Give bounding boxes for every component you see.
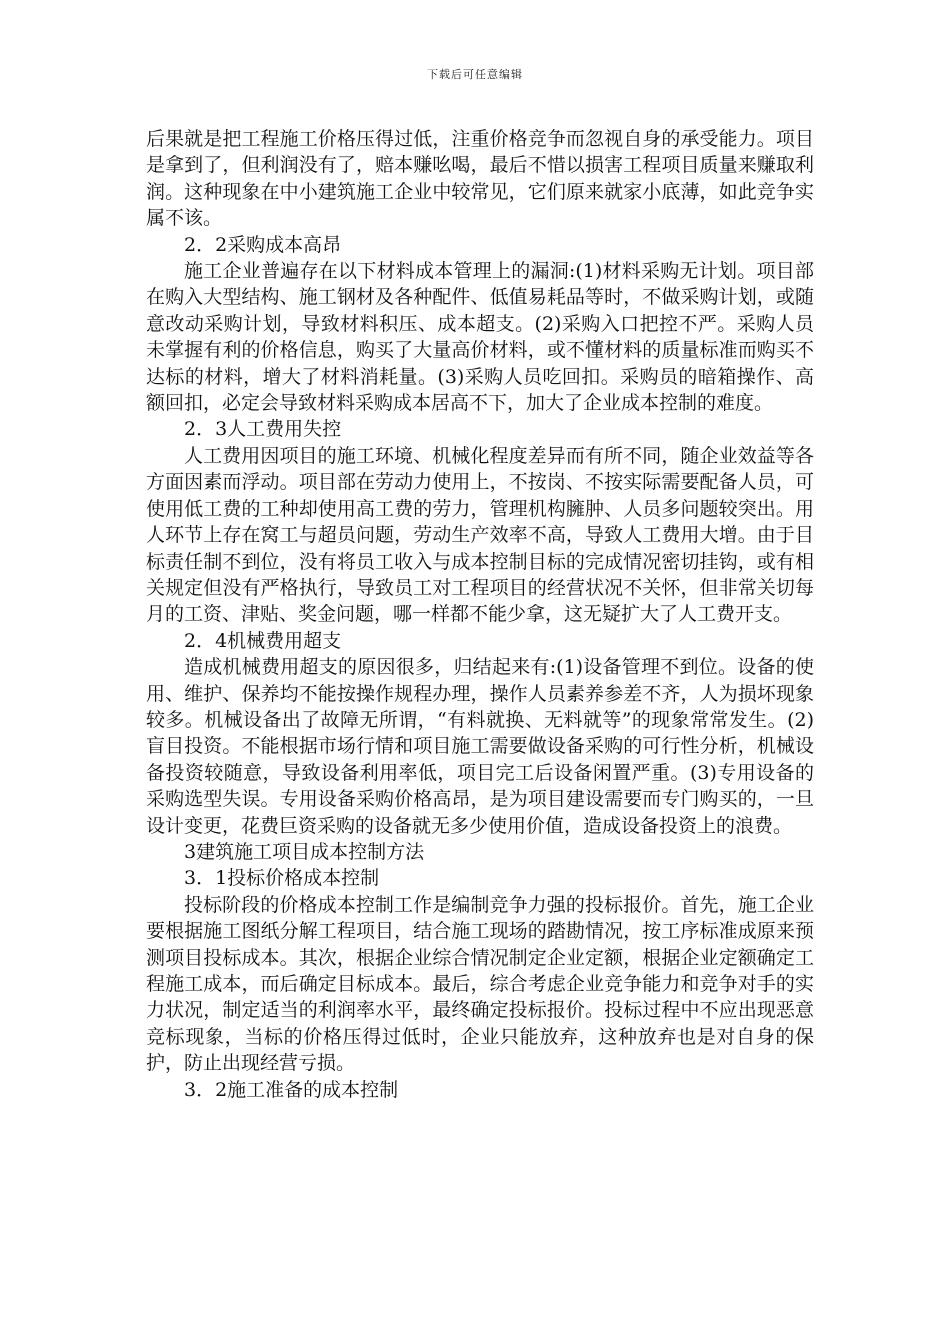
paragraph-continuation: 后果就是把工程施工价格压得过低，注重价格竞争而忽视自身的承受能力。项目是拿到了，但利润没有了，赔本赚吆喝，最后不惜以损害工程项目质量来赚取利润。这种现象在中小建筑施工企业中较常见，它们原来就家小底薄，如此竞争实属不该。 (146, 128, 814, 230)
section-heading-3-2: 3．2施工准备的成本控制 (184, 1078, 399, 1101)
section-heading-3-1: 3．1投标价格成本控制 (184, 867, 380, 890)
section-heading-2-2: 2．2采购成本高昂 (184, 233, 342, 256)
section-heading-3: 3建筑施工项目成本控制方法 (184, 840, 425, 863)
section-heading-2-4: 2．4机械费用超支 (184, 629, 342, 652)
page-header: 下载后可任意编辑 (427, 68, 523, 81)
paragraph-procurement: 施工企业普遍存在以下材料成本管理上的漏洞:(1)材料采购无计划。项目部在购入大型结构、施工钢材及各种配件、低值易耗品等时，不做采购计划，或随意改动采购计划，导致材料积压、成本超支。(2)采购入口把控不严。采购人员未掌握有利的价格信息，购买了大量高价材料，或不懂材料的质量标准而购买不达标的材料，增大了材料消耗量。(3)采购人员吃回扣。采购员的暗箱操作、高额回扣，必定会导致材料采购成本居高不下，加大了企业成本控制的难度。 (146, 260, 814, 415)
paragraph-machinery-cost: 造成机械费用超支的原因很多，归结起来有:(1)设备管理不到位。设备的使用、维护、保养均不能按操作规程办理，操作人员素养参差不齐，人为损坏现象较多。机械设备出了故障无所谓，“有料就换、无料就等”的现象常常发生。(2)盲目投资。不能根据市场行情和项目施工需要做设备采购的可行性分析，机械设备投资较随意，导致设备利用率低，项目完工后设备闲置严重。(3)专用设备的采购选型失误。专用设备采购价格高昂，是为项目建设需要而专门购买的，一旦设计变更，花费巨资采购的设备就无多少使用价值，造成设备投资上的浪费。 (146, 656, 814, 837)
section-heading-2-3: 2．3人工费用失控 (184, 418, 342, 441)
paragraph-labor-cost: 人工费用因项目的施工环境、机械化程度差异而有所不同，随企业效益等各方面因素而浮动。项目部在劳动力使用上，不按岗、不按实际需要配备人员，可使用低工费的工种却使用高工费的劳力，管理机构臃肿、人员多问题较突出。用人环节上存在窝工与超员问题，劳动生产效率不高，导致人工费用大增。由于目标责任制不到位，没有将员工收入与成本控制目标的完成情况密切挂钩，或有相关规定但没有严格执行，导致员工对工程项目的经营状况不关怀，但非常关切每月的工资、津贴、奖金问题，哪一样都不能少拿，这无疑扩大了人工费开支。 (146, 444, 814, 626)
paragraph-bid-price: 投标阶段的价格成本控制工作是编制竞争力强的投标报价。首先，施工企业要根据施工图纸分解工程项目，结合施工现场的踏勘情况，按工序标准成原来预测项目投标成本。其次，根据企业综合情况制定企业定额，根据企业定额确定工程施工成本，而后确定目标成本。最后，综合考虑企业竞争能力和竞争对手的实力状况，制定适当的利润率水平，最终确定投标报价。投标过程中不应出现恶意竞标现象，当标的价格压得过低时，企业只能放弃，这种放弃也是对自身的保护，防止出现经营亏损。 (146, 893, 814, 1075)
document-body (146, 126, 814, 1103)
